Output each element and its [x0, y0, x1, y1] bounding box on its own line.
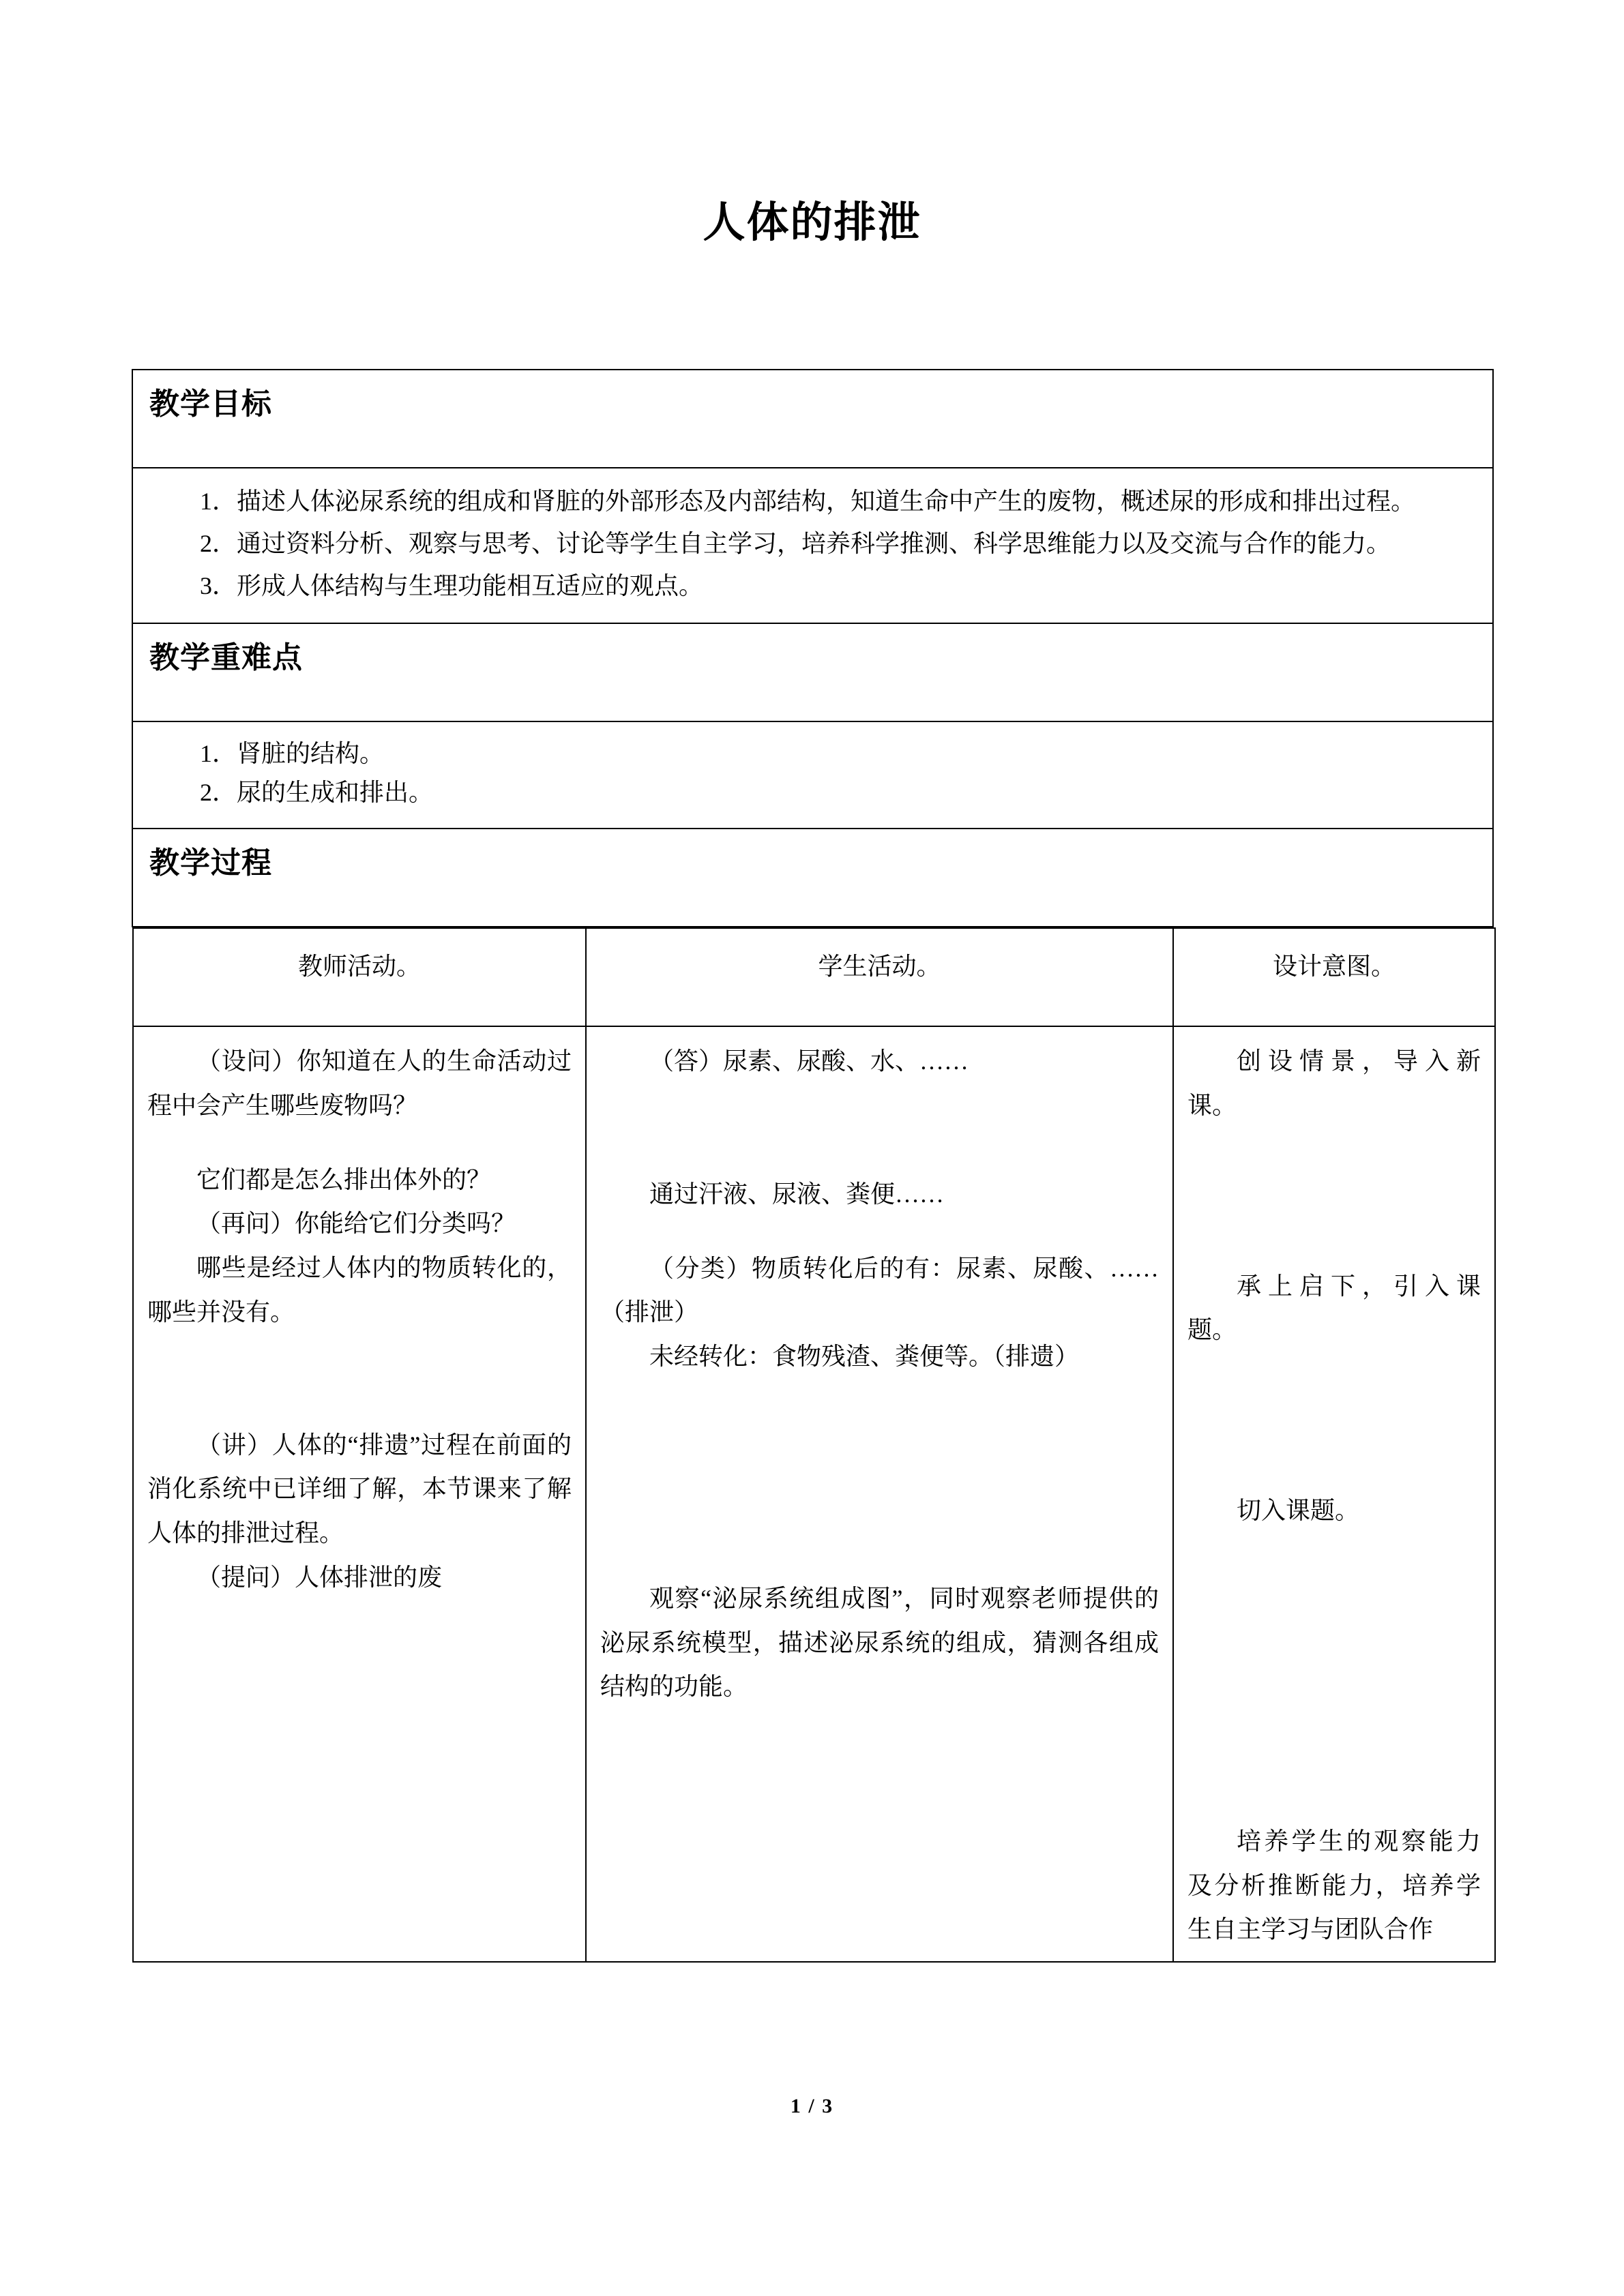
intent-paragraph: 承上启下，引入课题。 — [1187, 1272, 1481, 1344]
page-number: 1 / 3 — [790, 2095, 834, 2117]
teacher-paragraph: （提问）人体排泄的废 — [196, 1564, 443, 1592]
paragraph-spacer — [147, 1128, 572, 1158]
intent-paragraph: 切入课题。 — [1237, 1497, 1360, 1525]
key-points-heading-cell — [132, 623, 1493, 721]
process-table-cell — [132, 927, 1493, 1963]
student-paragraph: 观察“泌尿系统组成图”，同时观察老师提供的泌尿系统模型，描述泌尿系统的组成，猜测各组成结构的功能。 — [600, 1584, 1159, 1701]
objectives-heading-row — [132, 370, 1493, 468]
process-column-label: 设计意图。 — [1272, 952, 1396, 980]
student-paragraph: （分类）物质转化后的有：尿素、尿酸、……（排泄） — [600, 1254, 1159, 1326]
paragraph-spacer — [1187, 1128, 1481, 1264]
process-content-row — [133, 1026, 1495, 1962]
objective-item: 3．形成人体结构与生理功能相互适应的观点。 — [200, 571, 704, 599]
student-activity-cell — [586, 1026, 1173, 1962]
page-title: 人体的排泄 — [703, 200, 921, 246]
process-column-label: 学生活动。 — [818, 952, 941, 980]
paragraph-spacer — [1187, 1352, 1481, 1489]
objective-item: 2．通过资料分析、观察与思考、讨论等学生自主学习，培养科学推测、科学思维能力以及交流与合作的能力。 — [200, 529, 1391, 557]
key-point-item: 1．肾脏的结构。 — [200, 739, 385, 767]
process-heading: 教学过程 — [149, 846, 272, 880]
objectives-heading: 教学目标 — [149, 387, 272, 421]
paragraph-spacer — [147, 1335, 572, 1423]
objective-item: 1．描述人体泌尿系统的组成和肾脏的外部形态及内部结构，知道生命中产生的废物，概述尿的形成和排出过程。 — [200, 488, 1416, 515]
design-intent-cell — [1173, 1026, 1495, 1962]
teacher-paragraph: （再问）你能给它们分类吗？ — [196, 1210, 516, 1238]
teacher-paragraph: 它们都是怎么排出体外的？ — [196, 1165, 492, 1193]
key-points-heading: 教学重难点 — [149, 640, 303, 674]
lesson-plan-table — [132, 369, 1494, 1963]
process-table-row — [132, 927, 1493, 1963]
process-column-header-intent — [1173, 928, 1495, 1026]
teacher-activity-cell — [133, 1026, 586, 1962]
key-points-heading-row — [132, 623, 1493, 721]
process-column-label: 教师活动。 — [297, 952, 421, 980]
objectives-body-cell — [132, 468, 1493, 623]
paragraph-spacer — [600, 1379, 1159, 1577]
teacher-paragraph: （设问）你知道在人的生命活动过程中会产生哪些废物吗？ — [147, 1047, 572, 1119]
objectives-body-row — [132, 468, 1493, 623]
process-heading-row — [132, 829, 1493, 927]
intent-paragraph: 创设情景，导入新课。 — [1187, 1047, 1481, 1119]
paragraph-spacer — [600, 1217, 1159, 1247]
objectives-heading-cell — [132, 370, 1493, 468]
paragraph-spacer — [600, 1084, 1159, 1172]
key-point-item: 2．尿的生成和排出。 — [200, 779, 434, 807]
student-paragraph: 通过汗液、尿液、粪便…… — [649, 1180, 945, 1208]
key-points-body-cell — [132, 721, 1493, 829]
student-paragraph: （答）尿素、尿酸、水、…… — [649, 1047, 969, 1075]
process-heading-cell — [132, 829, 1493, 927]
process-column-header-teacher — [133, 928, 586, 1026]
process-header-row — [133, 928, 1495, 1026]
teacher-paragraph: （讲）人体的“排遗”过程在前面的消化系统中已详细了解，本节课来了解人体的排泄过程。 — [147, 1431, 572, 1547]
paragraph-spacer — [1187, 1533, 1481, 1819]
student-paragraph: 未经转化：食物残渣、粪便等。（排遗） — [649, 1343, 1080, 1371]
teacher-paragraph: 哪些是经过人体内的物质转化的，哪些并没有。 — [147, 1254, 572, 1326]
process-activity-table — [132, 927, 1496, 1963]
intent-paragraph: 培养学生的观察能力及分析推断能力，培养学生自主学习与团队合作 — [1187, 1827, 1481, 1943]
key-points-body-row — [132, 721, 1493, 829]
process-column-header-student — [586, 928, 1173, 1026]
